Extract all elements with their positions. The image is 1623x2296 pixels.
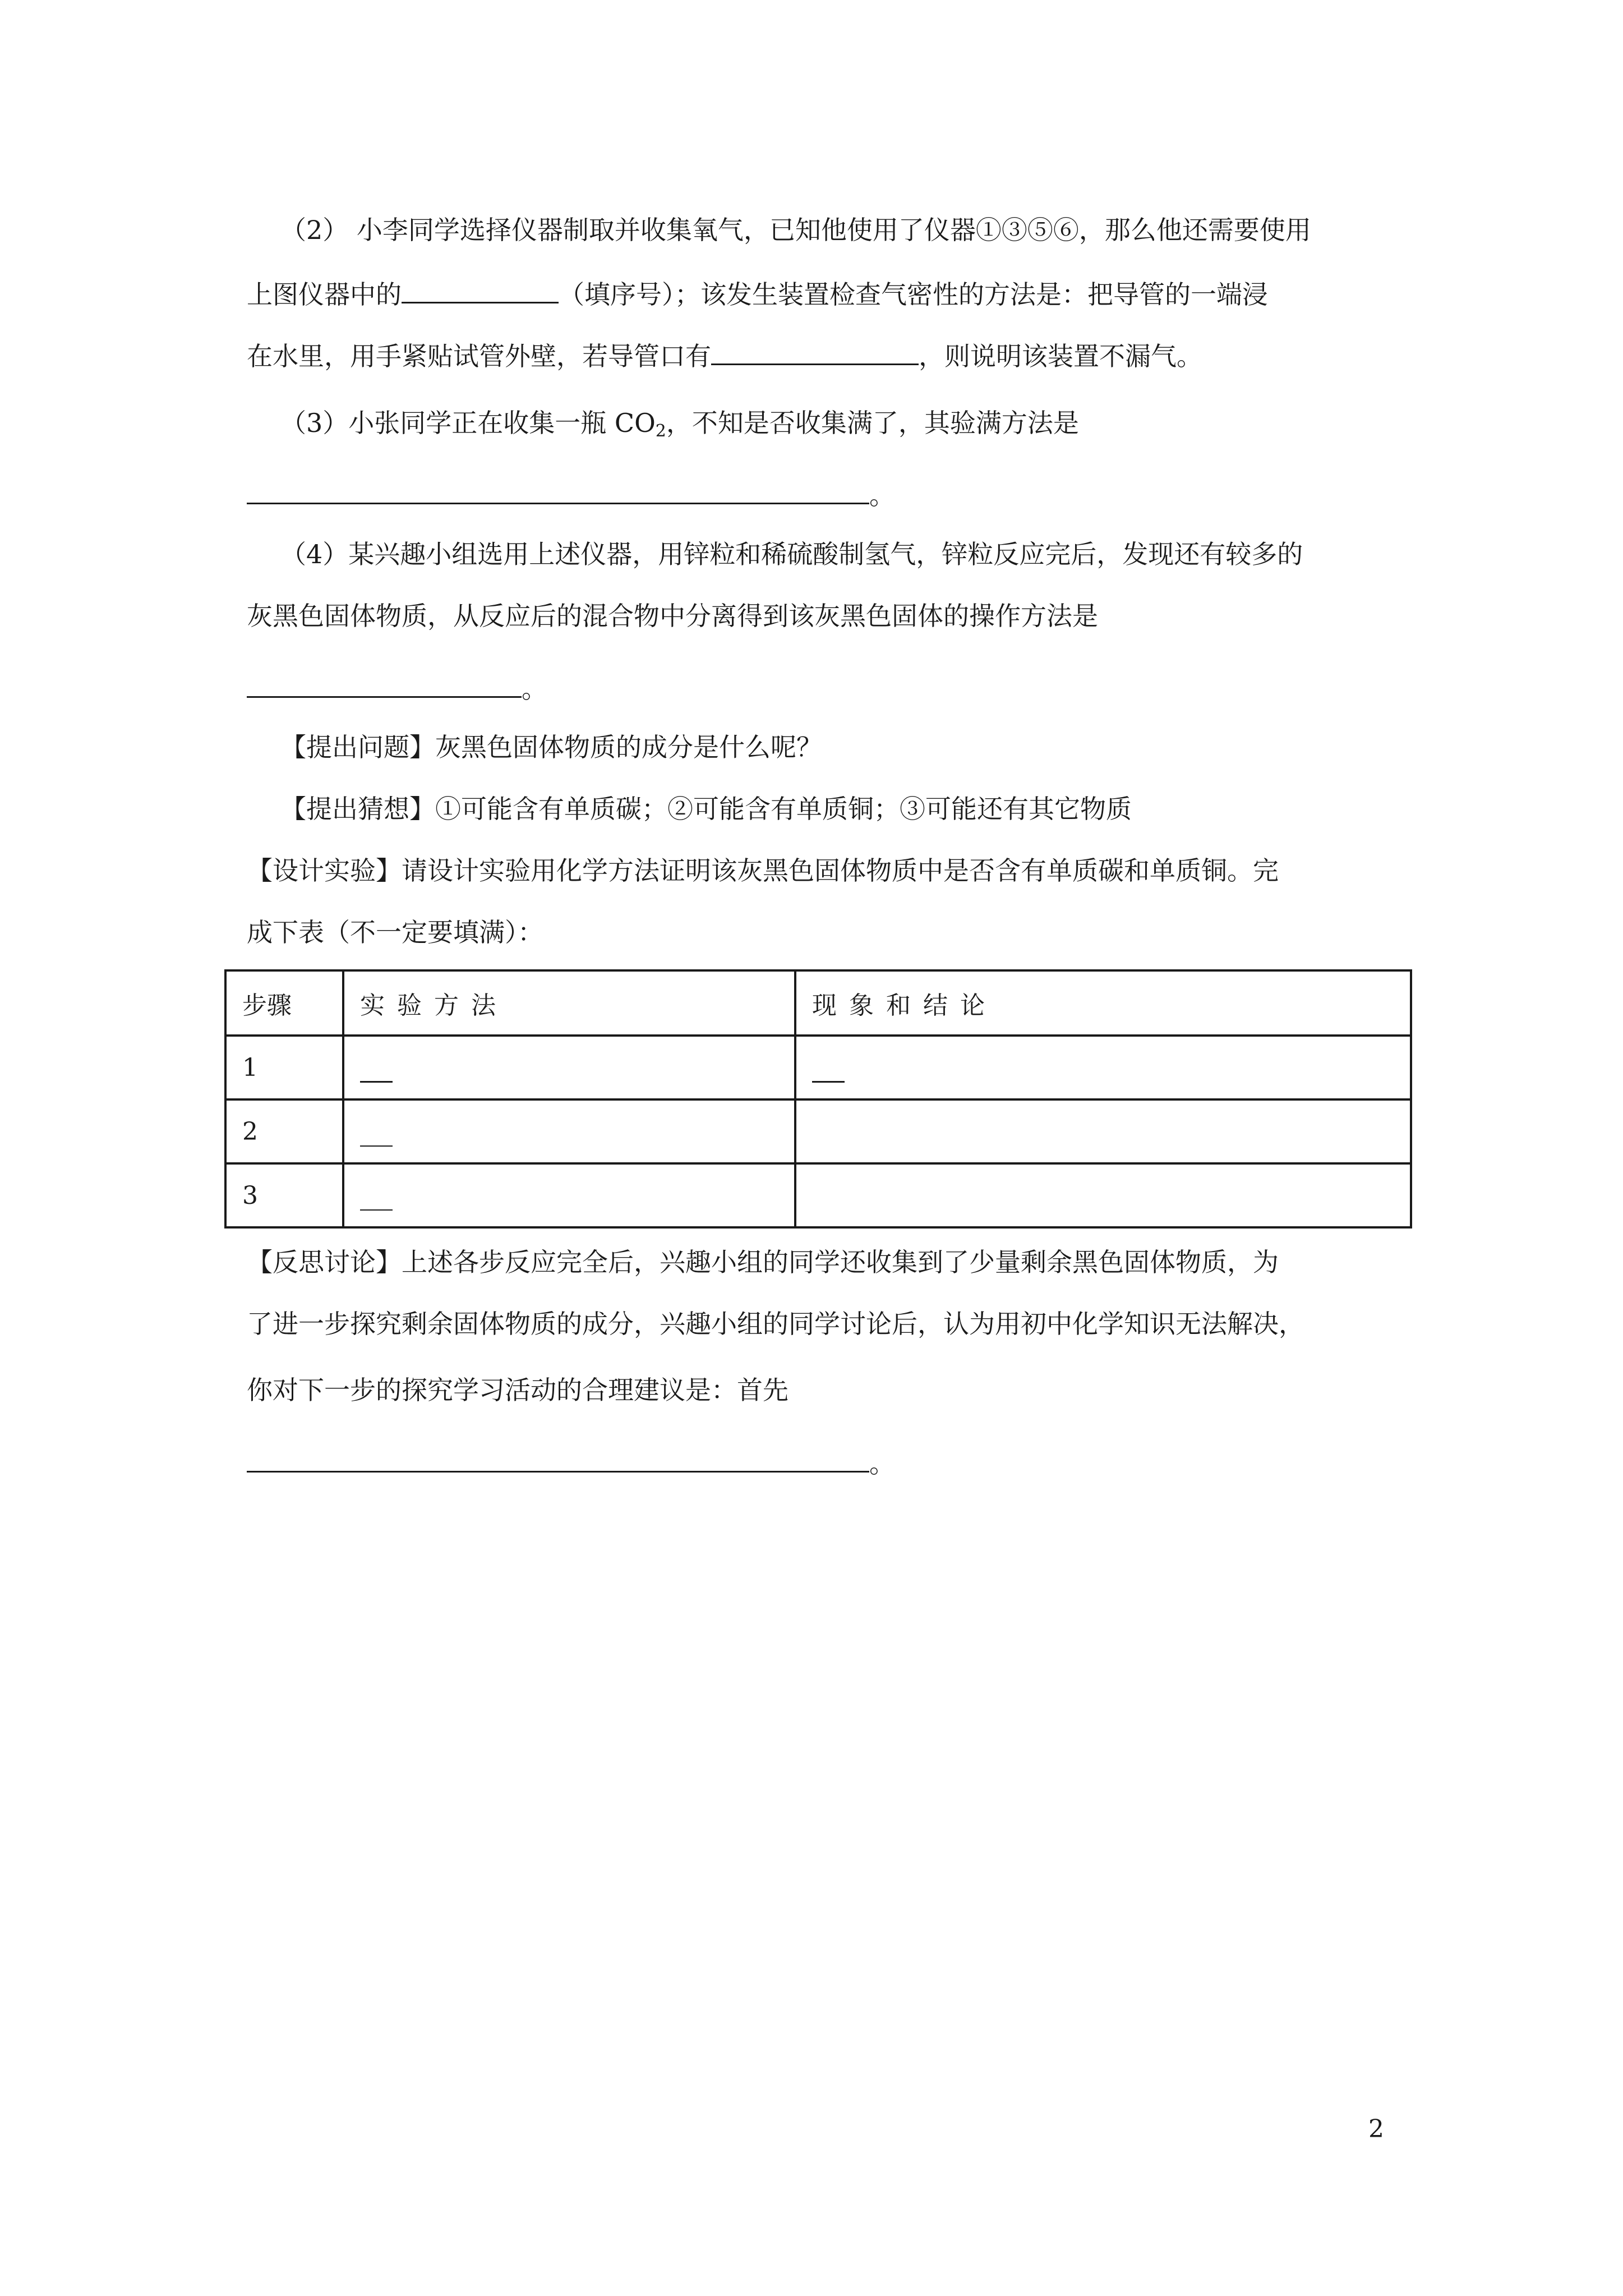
q2-text-3b: ，则说明该装置不漏气。 <box>919 341 1202 371</box>
inquiry-hypothesis-text: 【提出猜想】①可能含有单质碳；②可能含有单质铜；③可能还有其它物质 <box>280 794 1132 824</box>
reflection-answer-blank[interactable] <box>247 1444 869 1473</box>
reflection-line-2 <box>247 1307 1304 1341</box>
inquiry-hypothesis <box>280 792 1132 826</box>
q2-line-3 <box>247 337 1202 373</box>
inquiry-design-text-2: 成下表（不一定要填满）： <box>247 917 543 947</box>
q4-answer-blank[interactable] <box>247 669 522 698</box>
q4-text-2: 灰黑色固体物质，从反应后的混合物中分离得到该灰黑色固体的操作方法是 <box>247 601 1098 631</box>
q3-line-1 <box>280 406 1079 448</box>
inquiry-design-line-2 <box>247 915 543 949</box>
q2-text-3a: 在水里，用手紧贴试管外壁，若导管口有 <box>247 341 711 371</box>
table-header-row <box>225 970 1411 1036</box>
inquiry-design-text-1: 【设计实验】请设计实验用化学方法证明该灰黑色固体物质中是否含有单质碳和单质铜。完 <box>247 855 1279 886</box>
q3-answer-blank[interactable] <box>247 476 869 504</box>
answer-dash <box>360 1193 393 1211</box>
table-row <box>225 1036 1411 1099</box>
step-number: 1 <box>225 1036 343 1099</box>
result-cell[interactable] <box>795 1036 1411 1099</box>
page-number: 2 <box>1368 2115 1384 2143</box>
header-method: 实验方法 <box>343 970 795 1036</box>
inquiry-question-text: 【提出问题】灰黑色固体物质的成分是什么呢？ <box>280 732 822 762</box>
q3-text-1b: ，不知是否收集满了，其验满方法是 <box>666 408 1079 438</box>
method-cell[interactable] <box>343 1163 795 1227</box>
q2-answer-blank-1[interactable] <box>402 275 559 303</box>
inquiry-question <box>280 730 822 764</box>
method-cell[interactable] <box>343 1099 795 1163</box>
header-result: 现象和结论 <box>795 970 1411 1036</box>
q3-text-1a: （3）小张同学正在收集一瓶 CO <box>280 408 656 438</box>
q2-line-2 <box>247 275 1268 311</box>
reflection-text-2: 了进一步探究剩余固体物质的成分，兴趣小组的同学讨论后，认为用初中化学知识无法解决， <box>247 1309 1304 1339</box>
q2-text-2a: 上图仪器中的 <box>247 279 402 310</box>
q4-line-1 <box>280 537 1303 571</box>
q2-line-1 <box>280 213 1311 247</box>
q2-text-2b: （填序号）；该发生装置检查气密性的方法是：把导管的一端浸 <box>559 279 1268 310</box>
q2-text-1: （2） 小李同学选择仪器制取并收集氧气，已知他使用了仪器①③⑤⑥，那么他还需要使用 <box>280 215 1311 245</box>
answer-dash <box>812 1064 845 1083</box>
q4-line-2 <box>247 599 1098 633</box>
reflection-line-3 <box>247 1373 789 1407</box>
result-cell[interactable] <box>795 1099 1411 1163</box>
q3-line-2 <box>247 476 895 512</box>
q3-subscript: 2 <box>655 421 666 441</box>
reflection-line-1 <box>247 1245 1279 1279</box>
result-cell[interactable] <box>795 1163 1411 1227</box>
q4-period: 。 <box>522 674 547 704</box>
reflection-period: 。 <box>869 1448 895 1479</box>
step-number: 2 <box>225 1099 343 1163</box>
step-number: 3 <box>225 1163 343 1227</box>
experiment-table <box>224 969 1412 1228</box>
q2-answer-blank-2[interactable] <box>711 337 919 365</box>
table-row <box>225 1099 1411 1163</box>
answer-dash <box>360 1129 393 1147</box>
reflection-text-3: 你对下一步的探究学习活动的合理建议是：首先 <box>247 1375 789 1405</box>
table-row <box>225 1163 1411 1227</box>
q3-period: 。 <box>869 480 895 510</box>
reflection-text-1: 【反思讨论】上述各步反应完全后，兴趣小组的同学还收集到了少量剩余黑色固体物质，为 <box>247 1247 1279 1277</box>
answer-dash <box>360 1064 393 1083</box>
q4-text-1: （4）某兴趣小组选用上述仪器，用锌粒和稀硫酸制氢气，锌粒反应完后，发现还有较多的 <box>280 539 1303 569</box>
method-cell[interactable] <box>343 1036 795 1099</box>
header-step: 步骤 <box>225 970 343 1036</box>
q4-line-3 <box>247 669 547 706</box>
inquiry-design-line-1 <box>247 854 1279 887</box>
reflection-line-4 <box>247 1444 895 1480</box>
